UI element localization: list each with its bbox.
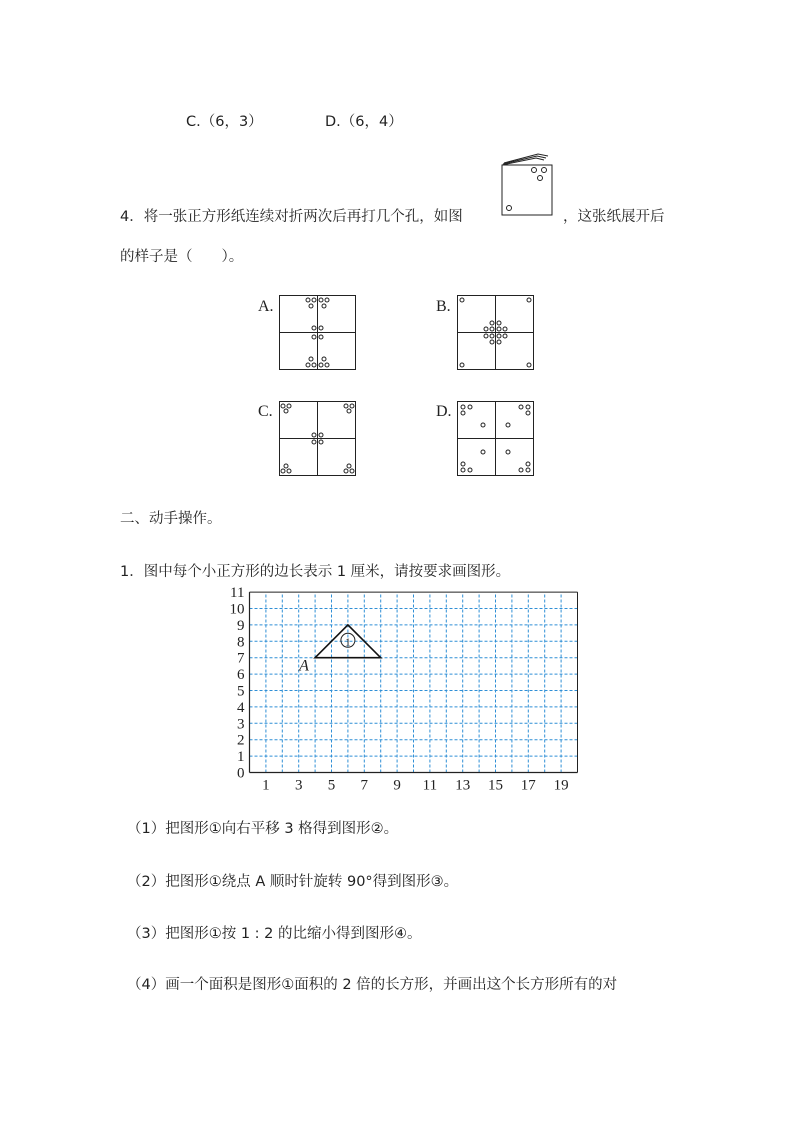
task-1: （1）把图形①向右平移 3 格得到图形②。 xyxy=(127,821,399,837)
q4-option-a-figure xyxy=(279,295,357,371)
section-2-title: 二、动手操作。 xyxy=(120,511,222,527)
y-tick-label: 1 xyxy=(237,749,245,766)
x-tick-label: 3 xyxy=(294,777,303,794)
q3-option-d: D.（6，4） xyxy=(325,114,403,130)
task-4: （4）画一个面积是图形①面积的 2 倍的长方形，并画出这个长方形所有的对 xyxy=(127,977,618,993)
y-tick-label: 9 xyxy=(237,617,245,634)
x-tick-label: 13 xyxy=(455,777,471,794)
y-tick-label: 11 xyxy=(230,585,245,602)
y-tick-label: 4 xyxy=(237,699,245,716)
x-tick-label: 1 xyxy=(262,777,270,794)
coordinate-grid xyxy=(220,585,580,795)
folded-paper-figure xyxy=(500,153,556,217)
x-tick-label: 19 xyxy=(553,777,569,794)
x-tick-label: 11 xyxy=(422,777,438,794)
q4-option-d-figure xyxy=(457,401,535,477)
q4-text-line2: 的样子是（ ）。 xyxy=(120,249,244,265)
task-3: （3）把图形①按 1 : 2 的比缩小得到图形④。 xyxy=(127,926,422,942)
y-tick-label: 0 xyxy=(237,765,245,782)
problem-1-intro: 1．图中每个小正方形的边长表示 1 厘米，请按要求画图形。 xyxy=(120,564,511,580)
task-2: （2）把图形①绕点 A 顺时针旋转 90°得到图形③。 xyxy=(127,874,459,890)
q4-option-d-label: D. xyxy=(436,403,452,420)
point-a-label: A xyxy=(299,657,309,675)
x-tick-label: 17 xyxy=(520,777,536,794)
y-tick-label: 5 xyxy=(237,683,245,700)
x-tick-label: 15 xyxy=(488,777,503,794)
y-tick-label: 6 xyxy=(237,667,245,684)
y-tick-label: 3 xyxy=(237,716,245,733)
shape-label-number: 1 xyxy=(345,636,351,649)
x-tick-label: 5 xyxy=(327,777,336,794)
q4-option-a-label: A. xyxy=(258,298,274,315)
y-tick-label: 8 xyxy=(237,634,245,651)
q4-option-c-label: C. xyxy=(258,403,273,420)
y-tick-label: 2 xyxy=(237,732,245,749)
y-tick-label: 7 xyxy=(237,650,245,667)
x-tick-label: 7 xyxy=(360,777,369,794)
q4-option-c-figure xyxy=(279,401,357,477)
y-tick-label: 10 xyxy=(229,601,245,618)
q4-option-b-figure xyxy=(457,295,535,371)
q3-option-c: C.（6，3） xyxy=(186,114,263,130)
q4-text-line1-start: 4．将一张正方形纸连续对折两次后再打几个孔，如图 xyxy=(120,209,463,225)
q4-option-b-label: B. xyxy=(436,298,451,315)
q4-text-line1-end: ，这张纸展开后 xyxy=(563,209,665,225)
x-tick-label: 9 xyxy=(393,777,401,794)
